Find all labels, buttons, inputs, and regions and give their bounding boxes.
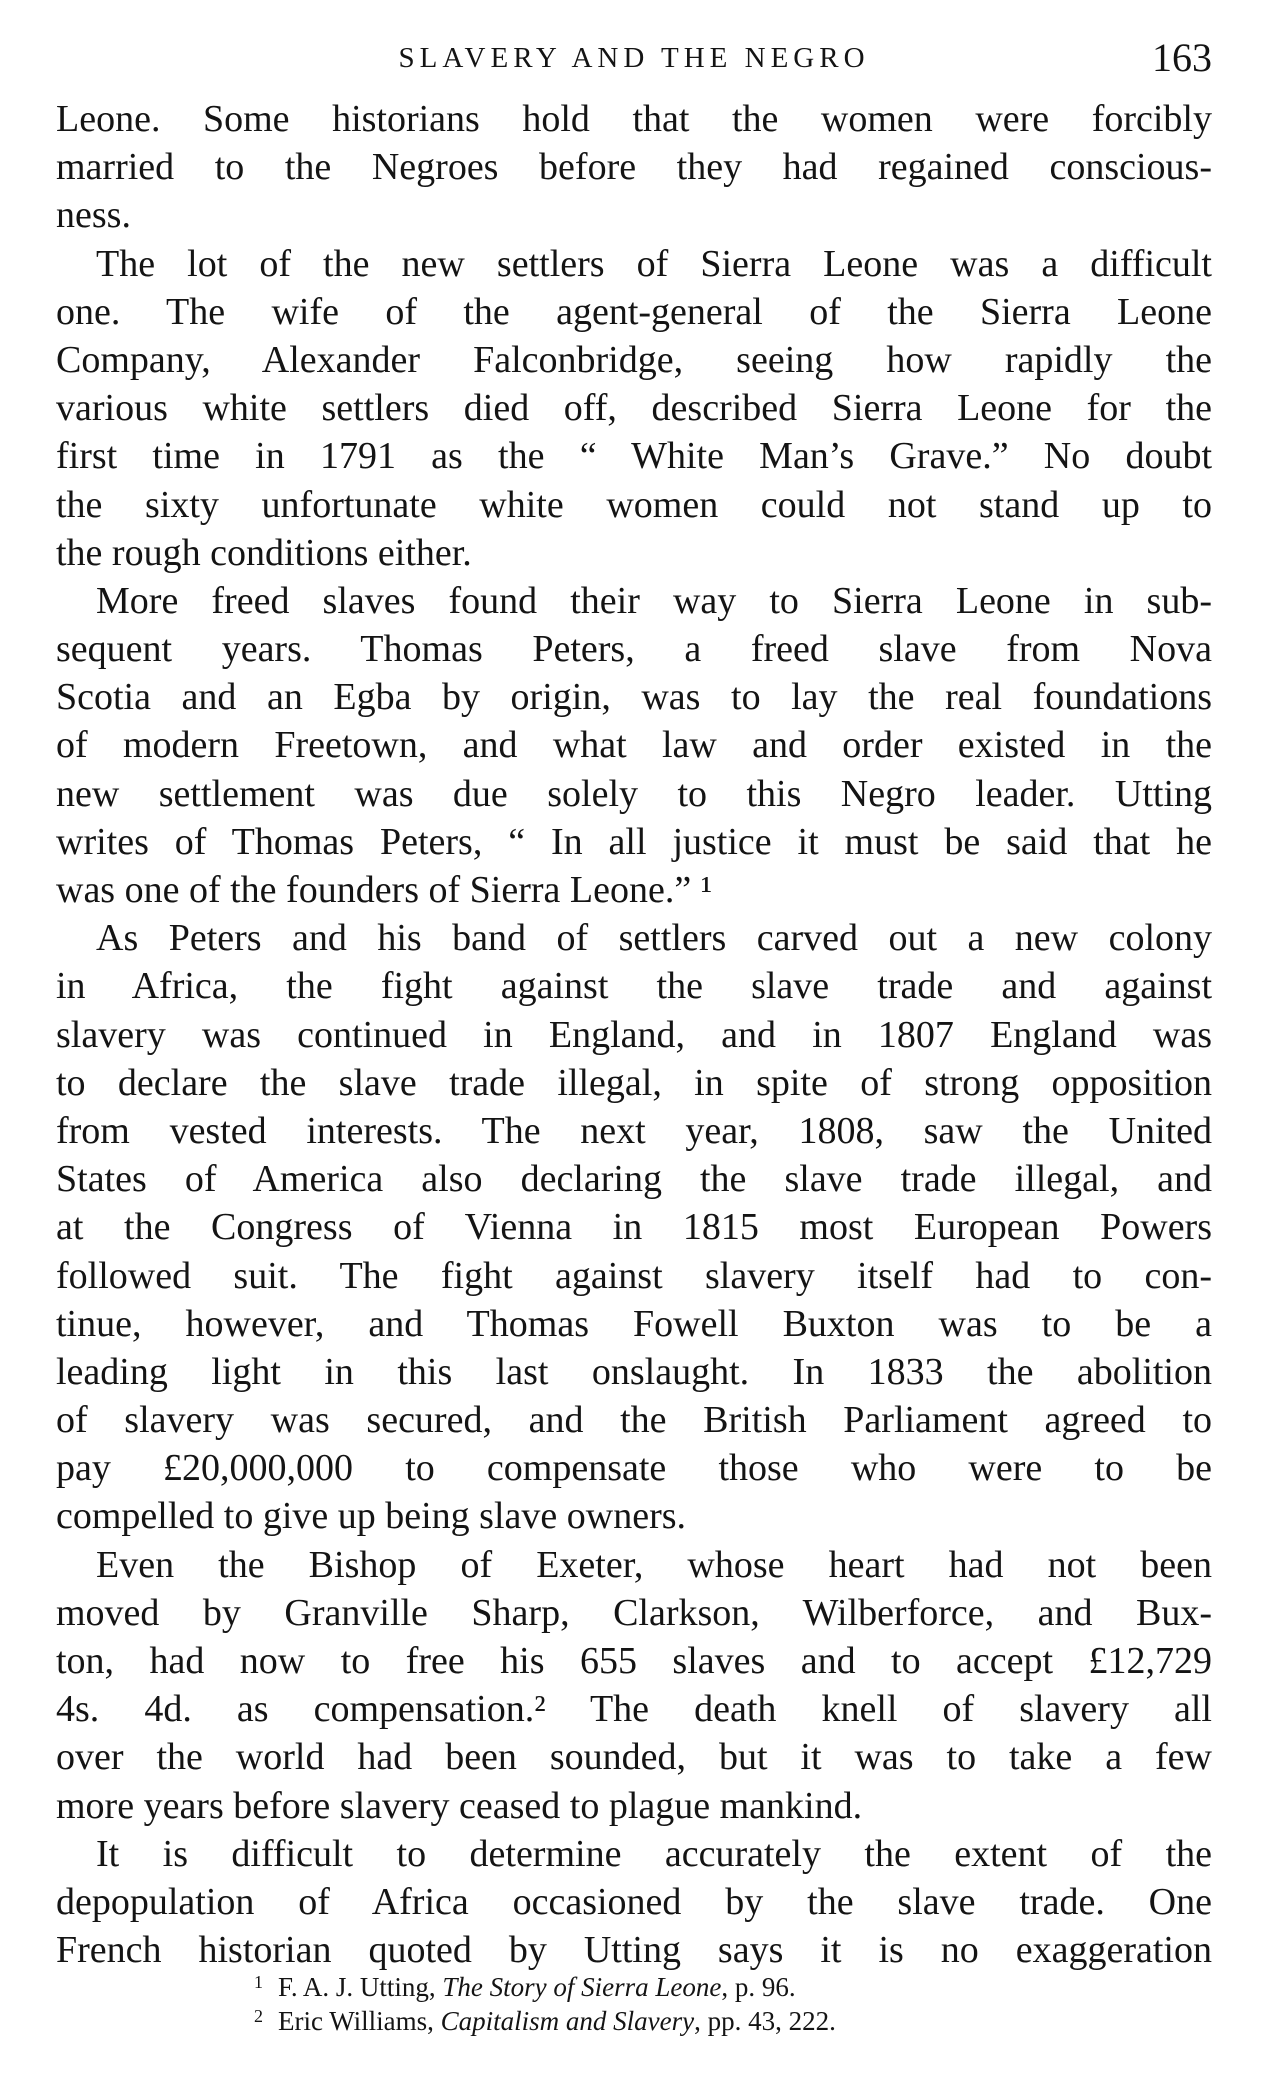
- text-line: from vested interests. The next year, 1808, saw the United: [56, 1109, 1212, 1152]
- text-line: the sixty unfortunate white women could not stand up to: [56, 483, 1212, 526]
- text-line: French historian quoted by Utting says it is no exaggeration: [56, 1929, 1212, 1972]
- text-line: first time in 1791 as the “ White Man’s Grave.” No doubt: [56, 435, 1212, 478]
- text-line: writes of Thomas Peters, “ In all justice it must be said that he: [56, 820, 1212, 863]
- text-line: the rough conditions either.: [56, 531, 472, 574]
- text-line: married to the Negroes before they had regained conscious-: [56, 146, 1212, 189]
- text-line: It is difficult to determine accurately the extent of the: [96, 1832, 1212, 1875]
- footnote-marker: 2: [254, 2006, 263, 2026]
- footnote: [254, 1970, 1154, 2004]
- text-line: tinue, however, and Thomas Fowell Buxton was to be a: [56, 1302, 1212, 1345]
- text-line: As Peters and his band of settlers carved out a new colony: [96, 917, 1212, 960]
- footnotes: [254, 1970, 1154, 2038]
- text-line: Leone. Some historians hold that the women were forcibly: [56, 98, 1212, 140]
- text-line: Company, Alexander Falconbridge, seeing how rapidly the: [56, 338, 1212, 381]
- text-line: ness.: [56, 194, 131, 237]
- text-line: ton, had now to free his 655 slaves and to accept £12,729: [56, 1640, 1212, 1682]
- text-line: pay £20,000,000 to compensate those who were to be: [56, 1447, 1212, 1490]
- footnote-title: The Story of Sierra Leone: [442, 1972, 722, 2002]
- page-number: 163: [1152, 35, 1212, 80]
- text-line: to declare the slave trade illegal, in spite of strong opposition: [56, 1061, 1212, 1104]
- footnote: [254, 2004, 1154, 2038]
- text-line: more years before slavery ceased to plague mankind.: [56, 1784, 863, 1827]
- text-line: 4s. 4d. as compensation.² The death knell of slavery all: [56, 1688, 1212, 1731]
- text-line: followed suit. The fight against slavery itself had to con-: [56, 1254, 1212, 1297]
- text-line: leading light in this last onslaught. In 1833 the abolition: [56, 1350, 1212, 1393]
- text-line: sequent years. Thomas Peters, a freed slave from Nova: [56, 628, 1212, 671]
- text-line: More freed slaves found their way to Sierra Leone in sub-: [96, 579, 1212, 622]
- text-line: States of America also declaring the slave trade illegal, and: [56, 1158, 1212, 1201]
- footnote-marker: 1: [254, 1972, 263, 1992]
- footnote-title: Capitalism and Slavery: [440, 2006, 695, 2036]
- text-line: was one of the founders of Sierra Leone.” ¹: [56, 869, 713, 911]
- footnote-pages: , pp. 43, 222.: [694, 2006, 836, 2036]
- text-line: depopulation of Africa occasioned by the slave trade. One: [56, 1880, 1212, 1923]
- text-line: of modern Freetown, and what law and order existed in the: [56, 724, 1212, 767]
- text-line: new settlement was due solely to this Negro leader. Utting: [56, 772, 1212, 815]
- text-line: one. The wife of the agent-general of the Sierra Leone: [56, 290, 1212, 333]
- footnote-author: Eric Williams,: [278, 2006, 441, 2036]
- text-line: moved by Granville Sharp, Clarkson, Wilberforce, and Bux-: [56, 1591, 1212, 1634]
- text-line: of slavery was secured, and the British Parliament agreed to: [56, 1399, 1212, 1442]
- body-text: [56, 95, 1212, 1974]
- text-line: compelled to give up being slave owners.: [56, 1495, 687, 1538]
- text-line: The lot of the new settlers of Sierra Leone was a difficult: [96, 242, 1212, 285]
- text-line: Scotia and an Egba by origin, was to lay the real foundations: [56, 676, 1212, 719]
- text-line: slavery was continued in England, and in 1807 England was: [56, 1013, 1212, 1056]
- text-line: over the world had been sounded, but it was to take a few: [56, 1736, 1212, 1779]
- footnote-author: F. A. J. Utting,: [278, 1972, 443, 2002]
- text-line: at the Congress of Vienna in 1815 most European Powers: [56, 1206, 1212, 1249]
- running-title: SLAVERY AND THE NEGRO: [398, 42, 870, 74]
- running-head: [56, 34, 1212, 84]
- text-line: Even the Bishop of Exeter, whose heart had not been: [96, 1543, 1212, 1586]
- footnote-pages: , p. 96.: [721, 1972, 796, 2002]
- text-line: in Africa, the fight against the slave trade and against: [56, 965, 1212, 1008]
- text-line: various white settlers died off, described Sierra Leone for the: [56, 387, 1212, 430]
